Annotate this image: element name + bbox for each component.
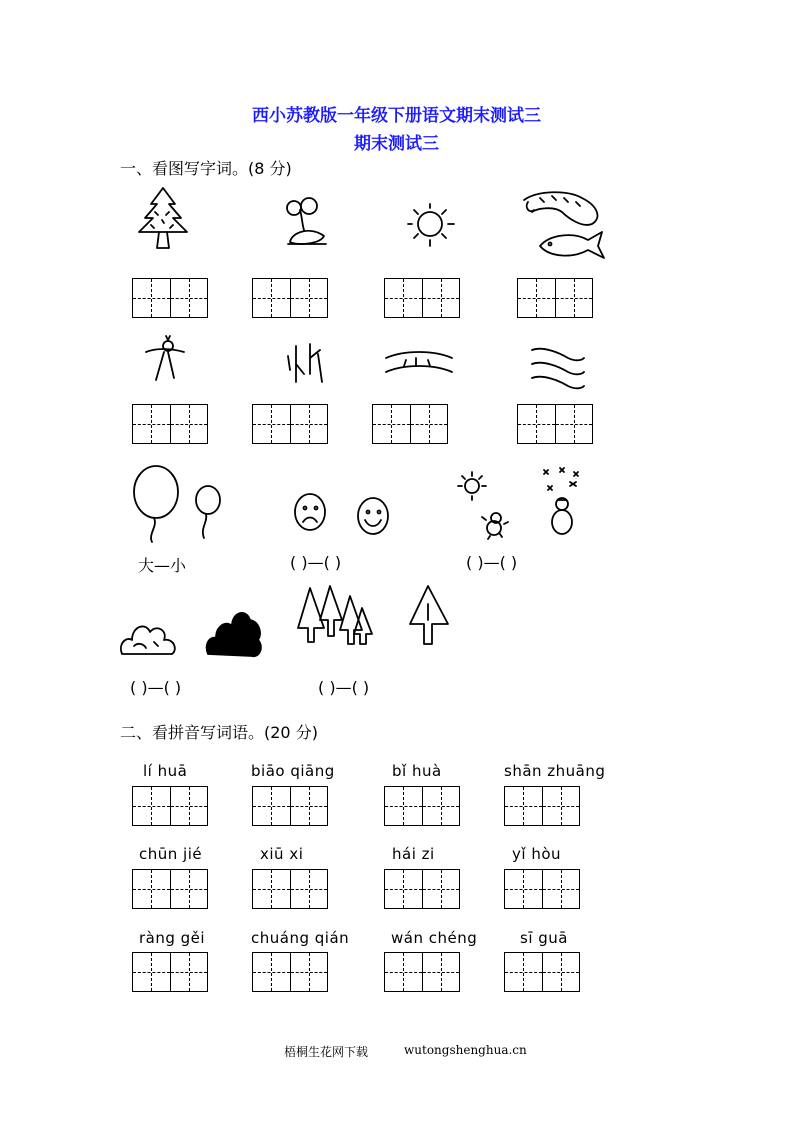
pinyin-label: xiū xi: [260, 845, 304, 863]
winter-snowman-picture: [536, 464, 586, 540]
tree-picture: [133, 186, 193, 251]
dark-cloud-picture: [204, 604, 264, 660]
answer-grid[interactable]: [252, 278, 328, 318]
answer-grid[interactable]: [504, 869, 580, 909]
big-balloon-picture: [130, 464, 190, 544]
answer-grid[interactable]: [252, 869, 328, 909]
flower-on-rock-picture: [280, 196, 330, 251]
pinyin-label: shān zhuāng: [504, 762, 606, 780]
white-cloud-picture: [118, 614, 180, 660]
summer-sun-picture: [456, 468, 516, 540]
wood-character-picture: [282, 340, 332, 388]
section-1-heading: 一、看图写字词。(8 分): [120, 159, 292, 178]
answer-grid[interactable]: [517, 278, 593, 318]
pinyin-label: wán chéng: [391, 929, 478, 947]
answer-grid[interactable]: [504, 786, 580, 826]
answer-grid[interactable]: [132, 786, 208, 826]
answer-grid[interactable]: [132, 952, 208, 992]
answer-grid[interactable]: [384, 952, 460, 992]
snake-and-fish-picture: [518, 188, 608, 266]
answer-grid[interactable]: [252, 786, 328, 826]
page-title: 西小苏教版一年级下册语文期末测试三: [252, 106, 541, 126]
pinyin-label: yǐ hòu: [512, 845, 562, 863]
answer-grid[interactable]: [384, 869, 460, 909]
clouds-pair[interactable]: ( )—( ): [130, 678, 182, 697]
pinyin-label: ràng gěi: [139, 929, 206, 947]
pinyin-label: sī guā: [520, 929, 568, 947]
single-tree-picture: [406, 584, 452, 646]
answer-grid[interactable]: [504, 952, 580, 992]
answer-grid[interactable]: [252, 952, 328, 992]
answer-grid[interactable]: [132, 404, 208, 444]
answer-grid[interactable]: [384, 786, 460, 826]
trees-pair[interactable]: ( )—( ): [318, 678, 370, 697]
many-trees-picture: [296, 584, 372, 646]
answer-grid[interactable]: [384, 278, 460, 318]
pinyin-label: hái zi: [392, 845, 435, 863]
small-balloon-picture: [192, 484, 228, 544]
section-2-heading: 二、看拼音写词语。(20 分): [120, 723, 318, 742]
person-character-picture: [140, 332, 190, 387]
answer-grid[interactable]: [132, 278, 208, 318]
footer-site-url[interactable]: wutongshenghua.cn: [404, 1043, 527, 1057]
footer-site-name: 梧桐生花网下载: [284, 1045, 369, 1059]
answer-grid[interactable]: [517, 404, 593, 444]
answer-grid[interactable]: [252, 404, 328, 444]
happy-face-picture: [355, 494, 395, 539]
bridge-character-picture: [384, 348, 454, 383]
example-pair: 大—小: [138, 556, 187, 575]
sad-face-picture: [292, 490, 332, 535]
pinyin-label: chūn jié: [139, 845, 203, 863]
answer-grid[interactable]: [372, 404, 448, 444]
pinyin-label: lí huā: [143, 762, 188, 780]
faces-pair[interactable]: ( )—( ): [290, 553, 342, 572]
answer-grid[interactable]: [132, 869, 208, 909]
page-subtitle: 期末测试三: [354, 134, 439, 154]
seasons-pair[interactable]: ( )—( ): [466, 553, 518, 572]
pinyin-label: biāo qiāng: [251, 762, 335, 780]
water-waves-picture: [528, 344, 588, 394]
pinyin-label: bǐ huà: [392, 762, 442, 780]
sun-picture: [398, 200, 463, 255]
pinyin-label: chuáng qián: [251, 929, 350, 947]
